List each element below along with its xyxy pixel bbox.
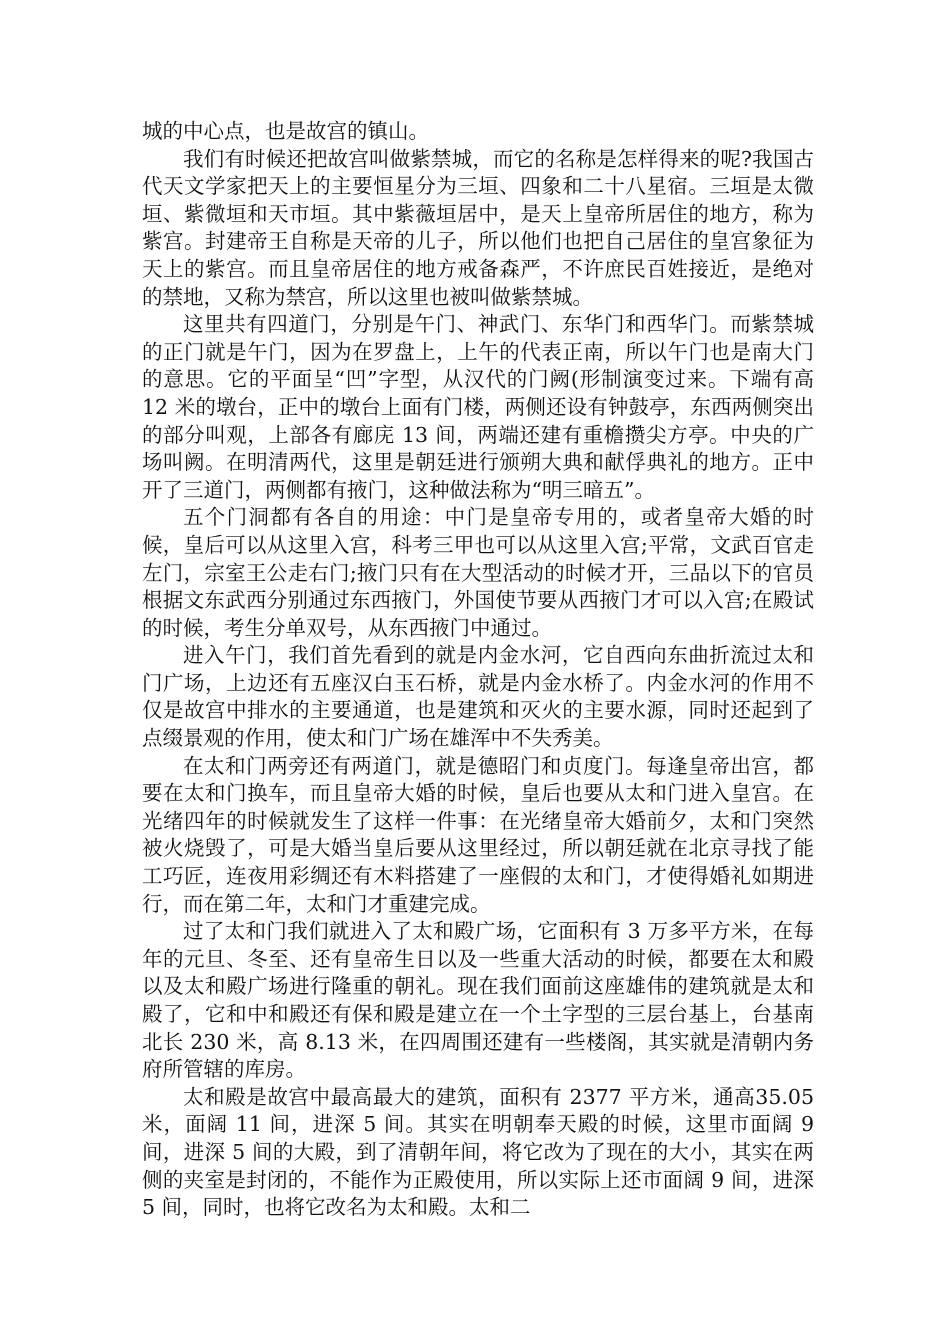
- paragraph-golden-water-river: 进入午门，我们首先看到的就是内金水河，它自西向东曲折流过太和门广场，上边还有五座汉白玉石桥，就是内金水桥了。内金水河的作用不仅是故宫中排水的主要通道，也是建筑和灭火的主要水源，同时还起到了点缀景观的作用，使太和门广场在雄浑中不失秀美。: [142, 643, 814, 751]
- paragraph-forbidden-city-name: 我们有时候还把故宫叫做紫禁城，而它的名称是怎样得来的呢?我国古代天文学家把天上的主要恒星分为三垣、四象和二十八星宿。三垣是太微垣、紫微垣和天市垣。其中紫薇垣居中，是天上皇帝所居住的地方，称为紫宫。封建帝王自称是天帝的儿子，所以他们也把自己居住的皇宫象征为天上的紫宫。而且皇帝居住的地方戒备森严，不许庶民百姓接近，是绝对的禁地，又称为禁宫，所以这里也被叫做紫禁城。: [142, 146, 814, 309]
- paragraph-four-gates: 这里共有四道门，分别是午门、神武门、东华门和西华门。而紫禁城的正门就是午门，因为在罗盘上，上午的代表正南，所以午门也是南大门的意思。它的平面呈“凹”字型，从汉代的门阙(形制演变过来。下端有高 12 米的墩台，正中的墩台上面有门楼，两侧还设有钟鼓亭，东西两侧突出的部分叫观，上部各有廊庑 13 间，两端还建有重檐攒尖方亭。中央的广场叫阙。在明清两代，这里是朝廷进行颁朔大典和献俘典礼的地方。正中开了三道门，两侧都有掖门，这种做法称为“明三暗五”。: [142, 312, 814, 502]
- paragraph-five-doorways: 五个门洞都有各自的用途：中门是皇帝专用的，或者皇帝大婚的时候，皇后可以从这里入宫，科考三甲也可以从这里入宫;平常，文武百官走左门，宗室王公走右门;掖门只有在大型活动的时候才开，三品以下的官员根据文东武西分别通过东西掖门，外国使节要从西掖门才可以入宫;在殿试的时候，考生分单双号，从东西掖门中通过。: [142, 505, 814, 640]
- paragraph-taihe-hall: 太和殿是故宫中最高最大的建筑，面积有 2377 平方米，通高35.05 米，面阔 11 间，进深 5 间。其实在明朝奉天殿的时候，这里市面阔 9 间，进深 5 间的大殿，到了清朝年间，将它改为了现在的大小，其实在两侧的夹室是封闭的，不能作为正殿使用，所以实际上还市面阔 9 间，进深 5 间，同时，也将它改名为太和殿。太和二: [142, 1084, 814, 1220]
- document-page: [142, 118, 814, 1222]
- paragraph-taihe-square: 过了太和门我们就进入了太和殿广场，它面积有 3 万多平方米，在每年的元旦、冬至、还有皇帝生日以及一些重大活动的时候，都要在太和殿以及太和殿广场进行隆重的朝礼。现在我们面前这座雄伟的建筑就是太和殿了，它和中和殿还有保和殿是建立在一个土字型的三层台基上，台基南北长 230 米，高 8.13 米，在四周围还建有一些楼阁，其实就是清朝内务府所管辖的库房。: [142, 919, 814, 1082]
- paragraph-continued: 城的中心点，也是故宫的镇山。: [142, 119, 429, 143]
- paragraph-taihe-gate: 在太和门两旁还有两道门，就是德昭门和贞度门。每逢皇帝出宫，都要在太和门换车，而且皇帝大婚的时候，皇后也要从太和门进入皇宫。在光绪四年的时候就发生了这样一件事：在光绪皇帝大婚前夕，太和门突然被火烧毁了，可是大婚当皇后要从这里经过，所以朝廷就在北京寻找了能工巧匠，连夜用彩绸还有木料搭建了一座假的太和门，才使得婚礼如期进行，而在第二年，太和门才重建完成。: [142, 753, 814, 916]
